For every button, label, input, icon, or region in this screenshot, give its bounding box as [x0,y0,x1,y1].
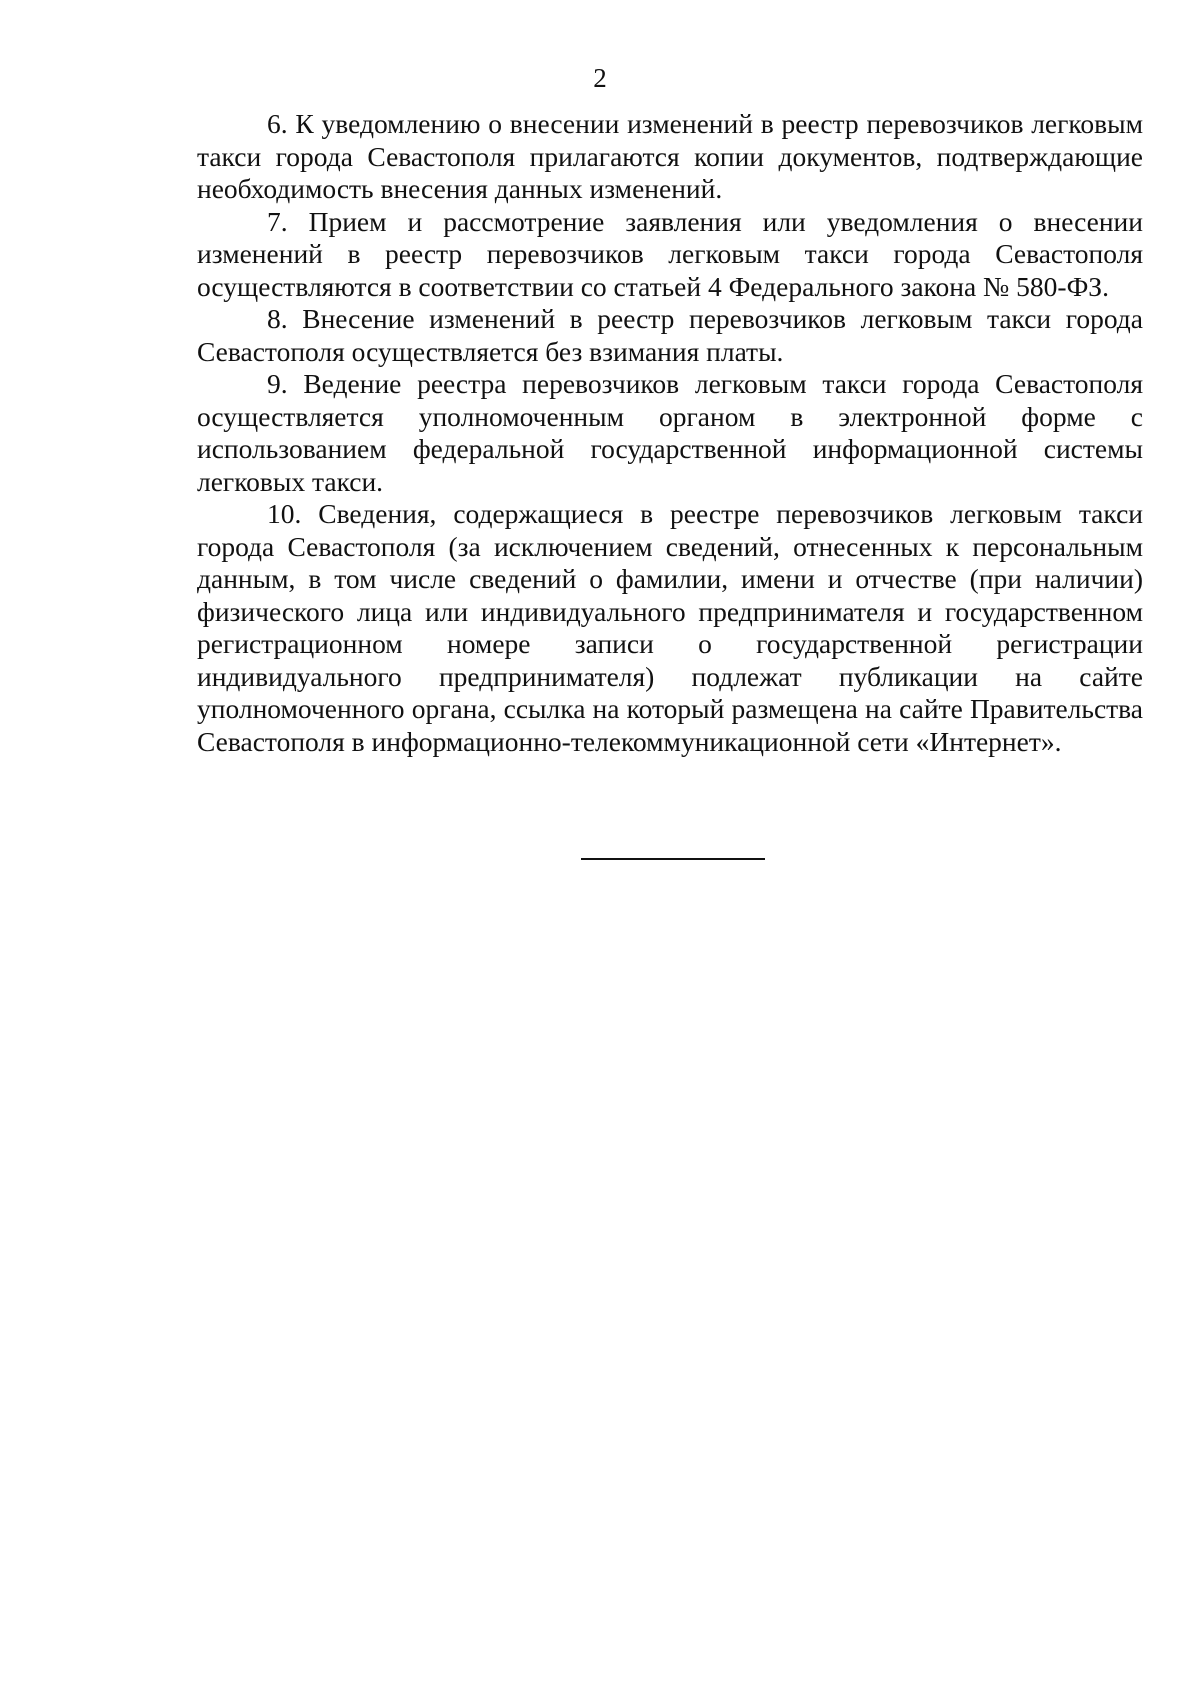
end-separator-line [581,858,765,860]
paragraph-9: 9. Ведение реестра перевозчиков легковым такси города Севастополя осуществляется уполномоченным органом в электронной форме с использованием федеральной государственной информационной системы легковых такси. [197,368,1143,497]
paragraph-6: 6. К уведомлению о внесении изменений в реестр перевозчиков легковым такси города Севастополя прилагаются копии документов, подтверждающие необходимость внесения данных изменений. [197,108,1143,204]
page-number: 2 [593,63,607,93]
paragraph-7: 7. Прием и рассмотрение заявления или уведомления о внесении изменений в реестр перевозчиков легковым такси города Севастополя осуществляются в соответствии со статьей 4 Федерального закона № 580-ФЗ. [197,205,1143,302]
paragraph-10: 10. Сведения, содержащиеся в реестре перевозчиков легковым такси города Севастополя (за исключением сведений, отнесенных к персональным данным, в том числе сведений о фамилии, имени и отчестве (при наличии) физического лица или индивидуального предпринимателя и государственном регистрационном номере записи о государственной регистрации индивидуального предпринимателя) подлежат публикации на сайте уполномоченного органа, ссылка на который размещена на сайте Правительства Севастополя в информационно-телекоммуникационной сети «Интернет». [197,498,1143,757]
document-body [197,108,1143,758]
paragraph-8: 8. Внесение изменений в реестр перевозчиков легковым такси города Севастополя осуществляется без взимания платы. [197,303,1143,367]
